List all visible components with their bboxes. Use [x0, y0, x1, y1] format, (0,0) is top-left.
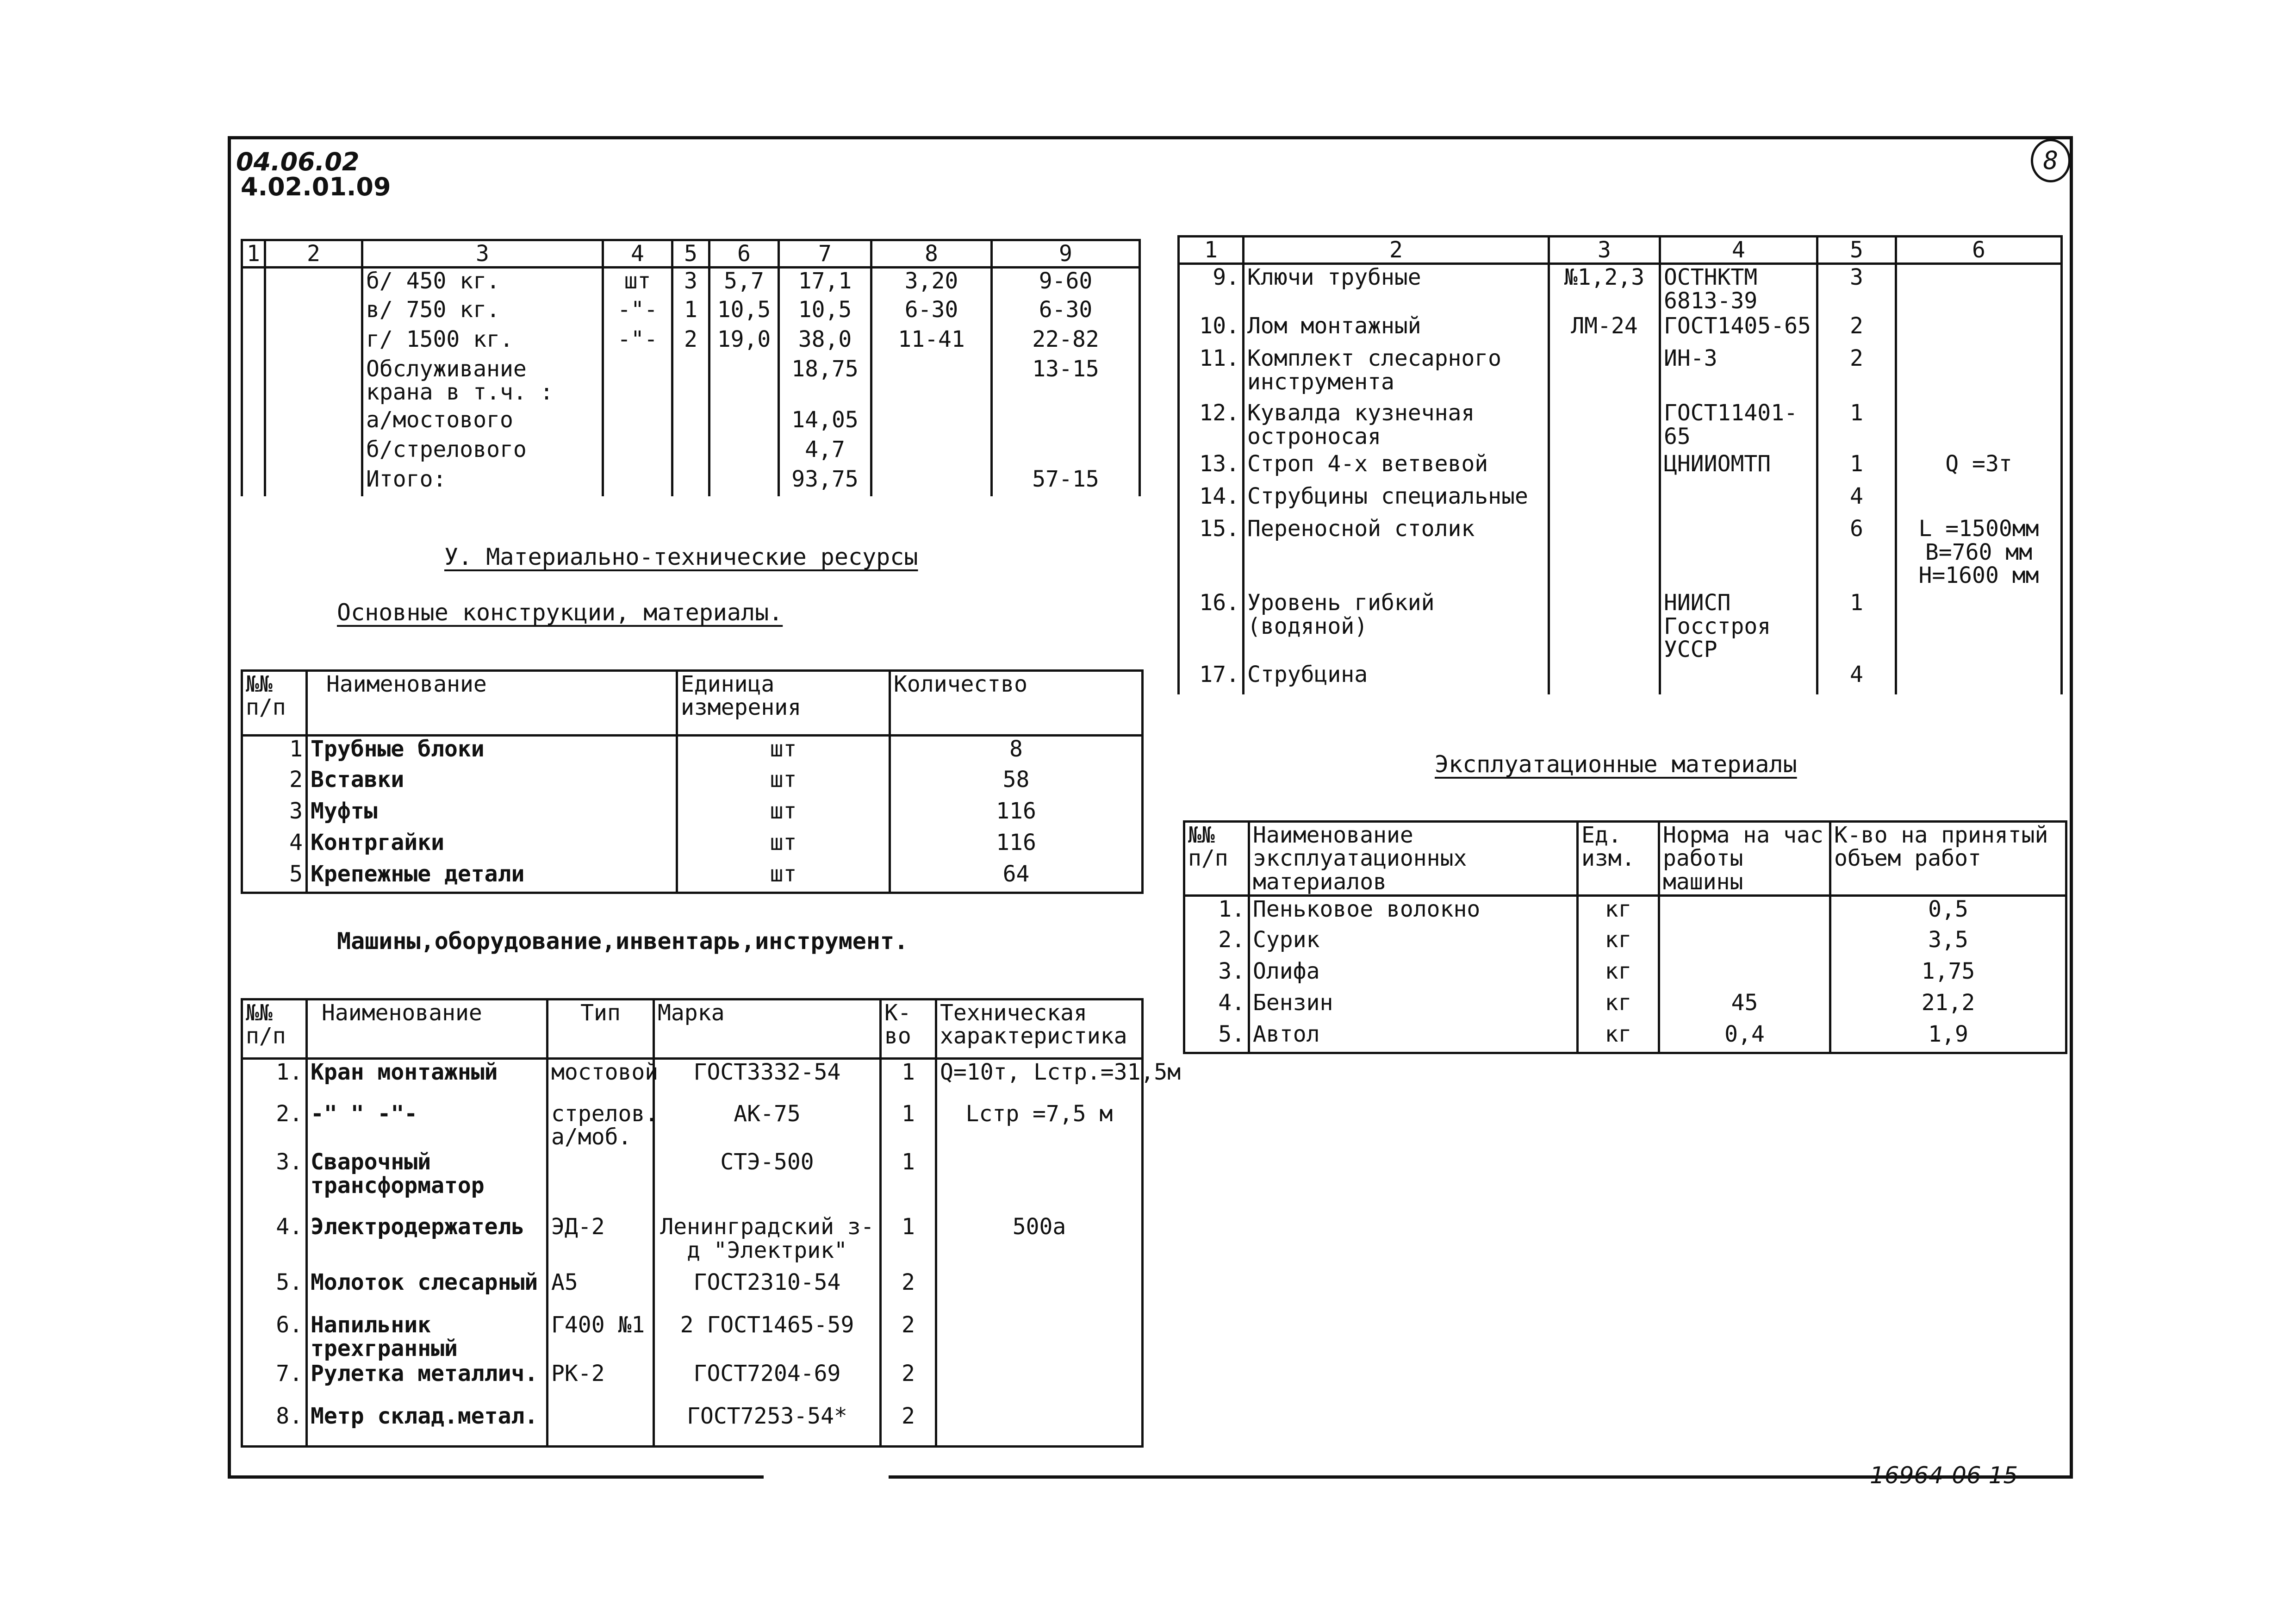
footer-code: 16964-06 15: [1870, 1462, 2018, 1489]
table-cell: [548, 1149, 654, 1214]
table-cell: 6-30: [992, 297, 1140, 327]
table-cell: 11-41: [871, 327, 992, 356]
table-cell: Бензин: [1249, 990, 1578, 1022]
table-cell: шт: [603, 268, 672, 297]
tools-col-6: 6: [1896, 237, 2062, 264]
table-cell: 10,5: [779, 297, 871, 327]
table-cell: Ключи трубные: [1244, 264, 1549, 313]
cost-col-9: 9: [992, 240, 1140, 268]
table-cell: 12.: [1179, 400, 1244, 451]
tools-col-4: 4: [1660, 237, 1817, 264]
table-cell: ЭД-2: [548, 1214, 654, 1270]
table-cell: 21,2: [1830, 990, 2066, 1022]
table-cell: шт: [677, 830, 890, 862]
table-cell: 3,5: [1830, 927, 2066, 959]
tools-col-5: 5: [1817, 237, 1896, 264]
table-cell: а/мостового: [362, 407, 603, 437]
table-cell: [265, 327, 362, 356]
table-cell: [265, 467, 362, 496]
table-row: [1179, 590, 2062, 662]
table-cell: ГОСТ2310-54: [654, 1270, 881, 1312]
table-row: [1179, 516, 2062, 590]
table-row: [242, 437, 1140, 467]
table-cell: мостовой: [548, 1059, 654, 1101]
materials-col-qty: Количество: [890, 671, 1143, 736]
table-cell: 2: [881, 1361, 936, 1404]
table-cell: 1: [1817, 590, 1896, 662]
exploitation-heading: Эксплуатационные материалы: [1435, 751, 1797, 778]
tools-col-3: 3: [1549, 237, 1660, 264]
table-cell: СТЭ-500: [654, 1149, 881, 1214]
cost-col-5: 5: [672, 240, 709, 268]
table-cell: [1660, 662, 1817, 694]
table-cell: 8: [890, 736, 1143, 767]
table-cell: 3.: [1184, 959, 1249, 990]
table-cell: 0,4: [1659, 1022, 1830, 1053]
table-cell: 93,75: [779, 467, 871, 496]
table-row: [1179, 484, 2062, 516]
table-cell: Кран монтажный: [307, 1059, 548, 1101]
table-cell: ИН-3: [1660, 346, 1817, 400]
table-cell: [1549, 590, 1660, 662]
table-cell: Контргайки: [307, 830, 677, 862]
table-cell: 9-60: [992, 268, 1140, 297]
table-cell: 10,5: [709, 297, 779, 327]
table-cell: 116: [890, 799, 1143, 830]
table-cell: Q =3т: [1896, 451, 2062, 484]
table-cell: НИИСП Госстроя УССР: [1660, 590, 1817, 662]
table-cell: Ленинградский з-д "Электрик": [654, 1214, 881, 1270]
table-cell: [871, 437, 992, 467]
sheet-number: 8: [2031, 139, 2071, 182]
table-cell: [1896, 590, 2062, 662]
table-row: [242, 830, 1143, 862]
table-cell: шт: [677, 862, 890, 893]
table-cell: 4.: [242, 1214, 307, 1270]
table-cell: ГОСТ7204-69: [654, 1361, 881, 1404]
table-cell: ГОСТ1405-65: [1660, 313, 1817, 346]
table-cell: [1659, 959, 1830, 990]
tools-col-1: 1: [1179, 237, 1244, 264]
table-cell: [992, 407, 1140, 437]
machines-col-type: Тип: [548, 999, 654, 1059]
table-cell: ГОСТ11401-65: [1660, 400, 1817, 451]
table-cell: 6: [1817, 516, 1896, 590]
cost-col-1: 1: [242, 240, 265, 268]
table-cell: 1.: [242, 1059, 307, 1101]
table-cell: [242, 297, 265, 327]
table-cell: 4: [242, 830, 307, 862]
table-cell: [603, 467, 672, 496]
table-cell: ГОСТ3332-54: [654, 1059, 881, 1101]
table-row: [242, 799, 1143, 830]
table-cell: [548, 1404, 654, 1446]
table-cell: 45: [1659, 990, 1830, 1022]
table-cell: 2.: [1184, 927, 1249, 959]
table-row: [242, 1404, 1143, 1446]
tools-col-2: 2: [1244, 237, 1549, 264]
table-cell: ГОСТ7253-54*: [654, 1404, 881, 1446]
table-cell: [936, 1312, 1143, 1361]
table-cell: г/ 1500 кг.: [362, 327, 603, 356]
table-cell: [1549, 484, 1660, 516]
table-row: [242, 1101, 1143, 1150]
materials-col-unit: Единица измерения: [677, 671, 890, 736]
table-row: [242, 1059, 1143, 1101]
table-cell: ЦНИИОМТП: [1660, 451, 1817, 484]
table-cell: [1896, 346, 2062, 400]
table-cell: Муфты: [307, 799, 677, 830]
table-cell: [936, 1404, 1143, 1446]
table-cell: 0,5: [1830, 896, 2066, 927]
table-cell: 17,1: [779, 268, 871, 297]
machines-col-name: Наименование: [307, 999, 548, 1059]
table-cell: [265, 407, 362, 437]
table-row: [242, 736, 1143, 767]
table-cell: кг: [1578, 959, 1659, 990]
exploitation-header: [1184, 822, 2066, 896]
table-cell: 2: [672, 327, 709, 356]
table-cell: [1549, 451, 1660, 484]
table-row: [1179, 346, 2062, 400]
table-cell: кг: [1578, 896, 1659, 927]
table-cell: 2: [1817, 346, 1896, 400]
table-cell: [603, 407, 672, 437]
table-cell: [672, 356, 709, 407]
machines-header: [242, 999, 1143, 1059]
table-cell: 18,75: [779, 356, 871, 407]
table-cell: кг: [1578, 1022, 1659, 1053]
cost-table-header: [242, 240, 1140, 268]
table-cell: 2 ГОСТ1465-59: [654, 1312, 881, 1361]
table-cell: 500а: [936, 1214, 1143, 1270]
table-row: [1179, 313, 2062, 346]
table-cell: шт: [677, 767, 890, 799]
table-cell: 1: [881, 1214, 936, 1270]
table-row: [1184, 959, 2066, 990]
table-cell: Напильник трехгранный: [307, 1312, 548, 1361]
table-row: [1179, 662, 2062, 694]
table-cell: [672, 407, 709, 437]
table-cell: [242, 407, 265, 437]
table-cell: А5: [548, 1270, 654, 1312]
table-cell: 1: [1817, 451, 1896, 484]
table-cell: Вставки: [307, 767, 677, 799]
table-cell: РК-2: [548, 1361, 654, 1404]
exploitation-col-qty: К-во на принятый объем работ: [1830, 822, 2066, 896]
machines-table: [241, 998, 1181, 1448]
table-cell: Метр склад.метал.: [307, 1404, 548, 1446]
cost-col-3: 3: [362, 240, 603, 268]
table-cell: [1659, 896, 1830, 927]
table-cell: Итого:: [362, 467, 603, 496]
cost-col-7: 7: [779, 240, 871, 268]
table-cell: кг: [1578, 927, 1659, 959]
table-cell: 1: [881, 1059, 936, 1101]
table-cell: [1896, 484, 2062, 516]
cost-col-6: 6: [709, 240, 779, 268]
table-cell: [992, 437, 1140, 467]
table-cell: 4.: [1184, 990, 1249, 1022]
table-cell: 19,0: [709, 327, 779, 356]
table-cell: 3: [242, 799, 307, 830]
table-cell: 5: [242, 862, 307, 893]
machines-col-num: №№ п/п: [242, 999, 307, 1059]
table-cell: Кувалда кузнечная остроносая: [1244, 400, 1549, 451]
table-cell: 1,75: [1830, 959, 2066, 990]
table-cell: [709, 467, 779, 496]
table-cell: 1,9: [1830, 1022, 2066, 1053]
table-row: [1184, 990, 2066, 1022]
machines-col-spec: Техническая характеристика: [936, 999, 1143, 1059]
table-cell: стрелов. а/моб.: [548, 1101, 654, 1150]
table-cell: [1896, 264, 2062, 313]
doc-code-line2: 4.02.01.09: [241, 172, 391, 201]
table-row: [242, 1312, 1143, 1361]
table-cell: Трубные блоки: [307, 736, 677, 767]
table-cell: 4: [1817, 484, 1896, 516]
table-cell: -" " -"-: [307, 1101, 548, 1150]
table-cell: -"-: [603, 327, 672, 356]
table-cell: [242, 467, 265, 496]
table-cell: Уровень гибкий (водяной): [1244, 590, 1549, 662]
table-cell: №1,2,3: [1549, 264, 1660, 313]
table-cell: б/стрелового: [362, 437, 603, 467]
table-cell: [709, 356, 779, 407]
materials-col-name: Наименование: [307, 671, 677, 736]
table-cell: [871, 407, 992, 437]
table-cell: [672, 467, 709, 496]
table-row: [242, 767, 1143, 799]
table-cell: [672, 437, 709, 467]
table-cell: ОСТНКТМ 6813-39: [1660, 264, 1817, 313]
exploitation-col-unit: Ед. изм.: [1578, 822, 1659, 896]
table-cell: 22-82: [992, 327, 1140, 356]
table-cell: Сурик: [1249, 927, 1578, 959]
tools-table-header: [1179, 237, 2062, 264]
table-cell: 5.: [242, 1270, 307, 1312]
table-cell: 13.: [1179, 451, 1244, 484]
table-row: [242, 1361, 1143, 1404]
table-cell: 4: [1817, 662, 1896, 694]
table-cell: [936, 1270, 1143, 1312]
table-cell: [1549, 400, 1660, 451]
table-cell: Обслуживание крана в т.ч. :: [362, 356, 603, 407]
table-cell: [1549, 346, 1660, 400]
table-row: [242, 297, 1140, 327]
machines-col-brand: Марка: [654, 999, 881, 1059]
table-cell: 2: [881, 1270, 936, 1312]
table-cell: [709, 437, 779, 467]
exploitation-col-name: Наименование эксплуатационных материалов: [1249, 822, 1578, 896]
table-cell: Q=10т, Lстр.=31,5м: [936, 1059, 1143, 1101]
table-cell: Струбцина: [1244, 662, 1549, 694]
table-cell: [242, 356, 265, 407]
table-cell: 9.: [1179, 264, 1244, 313]
table-cell: 116: [890, 830, 1143, 862]
table-cell: 17.: [1179, 662, 1244, 694]
table-cell: шт: [677, 799, 890, 830]
table-cell: 1: [242, 736, 307, 767]
table-cell: Строп 4-х ветвевой: [1244, 451, 1549, 484]
table-cell: [603, 356, 672, 407]
table-cell: 5.: [1184, 1022, 1249, 1053]
table-cell: L =1500мм B=760 мм H=1600 мм: [1896, 516, 2062, 590]
table-row: [242, 356, 1140, 407]
table-cell: 2: [242, 767, 307, 799]
table-row: [1184, 1022, 2066, 1053]
table-cell: 2: [881, 1312, 936, 1361]
table-row: [242, 1214, 1143, 1270]
exploitation-col-num: №№ п/п: [1184, 822, 1249, 896]
table-row: [242, 268, 1140, 297]
cost-table: [241, 239, 1141, 496]
table-cell: кг: [1578, 990, 1659, 1022]
materials-heading: Основные конструкции, материалы.: [337, 599, 783, 626]
table-cell: 4,7: [779, 437, 871, 467]
table-cell: 3: [672, 268, 709, 297]
table-cell: Переносной столик: [1244, 516, 1549, 590]
table-cell: 1: [1817, 400, 1896, 451]
exploitation-table: [1183, 820, 2067, 1054]
table-cell: 1: [672, 297, 709, 327]
frame-gap: [764, 1472, 889, 1483]
table-cell: 38,0: [779, 327, 871, 356]
machines-heading: Машины,оборудование,инвентарь,инструмент.: [337, 928, 908, 955]
table-cell: Комплект слесарного инструмента: [1244, 346, 1549, 400]
table-row: [242, 1149, 1143, 1214]
table-cell: Сварочный трансформатор: [307, 1149, 548, 1214]
table-cell: 2: [1817, 313, 1896, 346]
table-cell: [603, 437, 672, 467]
table-cell: б/ 450 кг.: [362, 268, 603, 297]
table-row: [1184, 896, 2066, 927]
table-cell: Электродержатель: [307, 1214, 548, 1270]
table-cell: АК-75: [654, 1101, 881, 1150]
table-cell: [242, 437, 265, 467]
table-cell: 3,20: [871, 268, 992, 297]
table-cell: 2.: [242, 1101, 307, 1150]
table-cell: 1: [881, 1101, 936, 1150]
materials-col-num: №№ п/п: [242, 671, 307, 736]
table-row: [242, 862, 1143, 893]
table-cell: 64: [890, 862, 1143, 893]
table-cell: 58: [890, 767, 1143, 799]
table-cell: [709, 407, 779, 437]
table-cell: [1660, 516, 1817, 590]
table-cell: Lстр =7,5 м: [936, 1101, 1143, 1150]
cost-col-4: 4: [603, 240, 672, 268]
table-cell: [265, 268, 362, 297]
table-row: [1184, 927, 2066, 959]
machines-col-qty: К-во: [881, 999, 936, 1059]
table-cell: 57-15: [992, 467, 1140, 496]
table-cell: 2: [881, 1404, 936, 1446]
table-cell: 14.: [1179, 484, 1244, 516]
table-cell: Крепежные детали: [307, 862, 677, 893]
table-cell: [1660, 484, 1817, 516]
table-cell: [871, 356, 992, 407]
table-cell: [1896, 662, 2062, 694]
table-cell: 8.: [242, 1404, 307, 1446]
materials-header: [242, 671, 1143, 736]
table-cell: 5,7: [709, 268, 779, 297]
table-cell: 6-30: [871, 297, 992, 327]
table-cell: [1549, 662, 1660, 694]
table-cell: 3.: [242, 1149, 307, 1214]
table-cell: в/ 750 кг.: [362, 297, 603, 327]
table-cell: Автол: [1249, 1022, 1578, 1053]
table-cell: ЛМ-24: [1549, 313, 1660, 346]
section-v-title: У. Материально-технические ресурсы: [444, 543, 918, 570]
table-cell: Пеньковое волокно: [1249, 896, 1578, 927]
table-cell: [242, 327, 265, 356]
table-cell: [265, 297, 362, 327]
table-row: [1179, 264, 2062, 313]
table-cell: Молоток слесарный: [307, 1270, 548, 1312]
table-cell: [265, 356, 362, 407]
table-row: [1179, 400, 2062, 451]
table-cell: [936, 1149, 1143, 1214]
table-cell: Г400 №1: [548, 1312, 654, 1361]
table-cell: [1896, 313, 2062, 346]
table-row: [242, 467, 1140, 496]
table-row: [1179, 451, 2062, 484]
table-cell: [1549, 516, 1660, 590]
table-cell: -"-: [603, 297, 672, 327]
materials-table: [241, 669, 1144, 894]
table-cell: Рулетка металлич.: [307, 1361, 548, 1404]
table-cell: 7.: [242, 1361, 307, 1404]
table-cell: 6.: [242, 1312, 307, 1361]
table-row: [242, 327, 1140, 356]
table-cell: 1: [881, 1149, 936, 1214]
tools-table: [1177, 235, 2063, 694]
table-cell: 15.: [1179, 516, 1244, 590]
table-cell: шт: [677, 736, 890, 767]
table-cell: [1659, 927, 1830, 959]
table-cell: [1896, 400, 2062, 451]
table-cell: 3: [1817, 264, 1896, 313]
table-row: [242, 407, 1140, 437]
table-cell: [242, 268, 265, 297]
table-cell: Струбцины специальные: [1244, 484, 1549, 516]
table-cell: 13-15: [992, 356, 1140, 407]
table-cell: [936, 1361, 1143, 1404]
table-cell: 1.: [1184, 896, 1249, 927]
table-cell: [871, 467, 992, 496]
table-cell: 11.: [1179, 346, 1244, 400]
cost-col-8: 8: [871, 240, 992, 268]
table-cell: 16.: [1179, 590, 1244, 662]
doc-code-line1: 04.06.02: [236, 147, 360, 176]
exploitation-col-norm: Норма на час работы машины: [1659, 822, 1830, 896]
table-row: [242, 1270, 1143, 1312]
cost-col-2: 2: [265, 240, 362, 268]
table-cell: [265, 437, 362, 467]
table-cell: 10.: [1179, 313, 1244, 346]
table-cell: 14,05: [779, 407, 871, 437]
table-cell: Лом монтажный: [1244, 313, 1549, 346]
table-cell: Олифа: [1249, 959, 1578, 990]
